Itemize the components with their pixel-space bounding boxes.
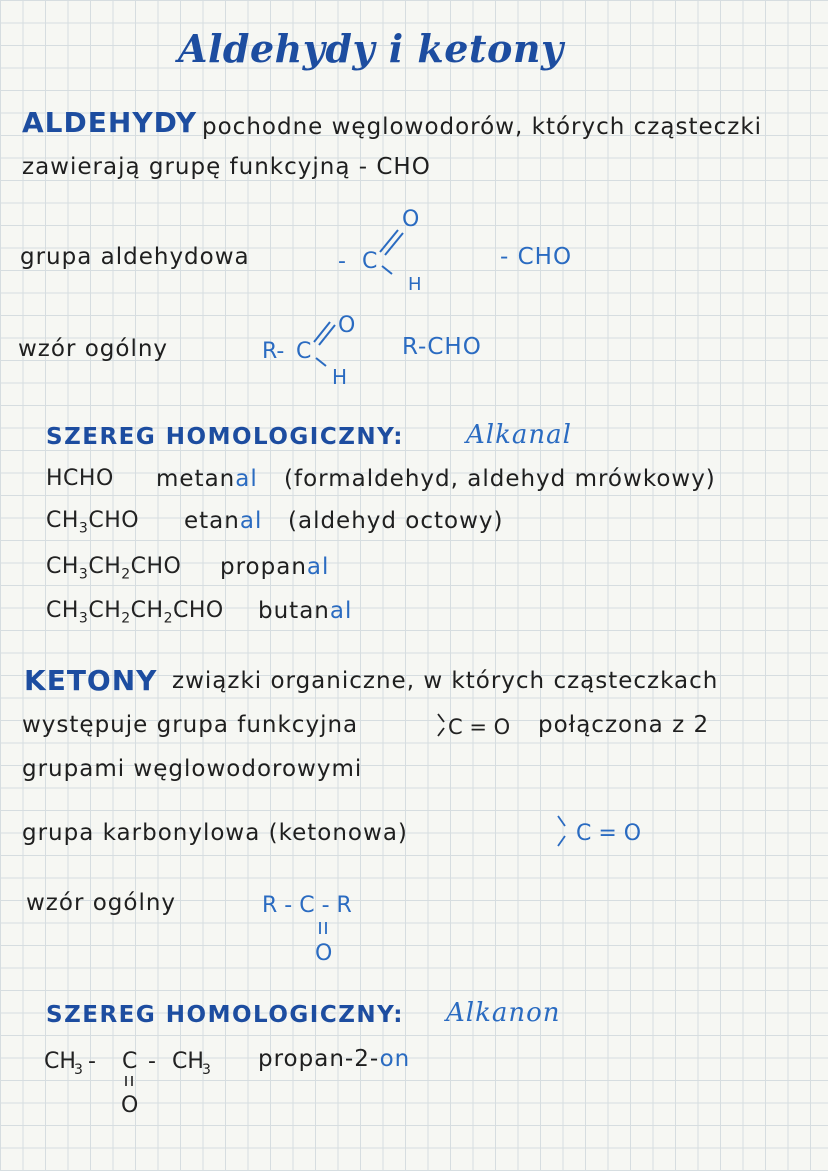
ketony-heading: KETONY bbox=[24, 664, 158, 697]
svg-text:R-: R- bbox=[262, 339, 285, 364]
series-name-alkanal: Alkanal bbox=[466, 420, 572, 450]
ketony-definition-line3: grupami węglowodorowymi bbox=[22, 756, 363, 782]
svg-text:C: C bbox=[296, 339, 312, 364]
formula-propanal: $CH_3CH_2CHO$ bbox=[46, 554, 182, 583]
svg-text:C = O: C = O bbox=[576, 821, 642, 846]
svg-text:O: O bbox=[121, 1093, 139, 1118]
formula-methanal: HCHO bbox=[46, 466, 114, 491]
svg-text:3: 3 bbox=[74, 1062, 83, 1078]
ketony-definition-line1: związki organiczne, w których cząsteczkach bbox=[172, 668, 719, 694]
note-methanal: (formaldehyd, aldehyd mrówkowy) bbox=[284, 466, 716, 492]
homologous-series-heading-aldehydes: SZEREG HOMOLOGICZNY: bbox=[46, 424, 404, 450]
svg-text:C: C bbox=[122, 1049, 138, 1074]
svg-text:CH: CH bbox=[44, 1049, 76, 1074]
ketone-general-structure bbox=[262, 886, 392, 970]
svg-text:CH: CH bbox=[172, 1049, 204, 1074]
svg-text:O: O bbox=[402, 207, 420, 232]
svg-text:O: O bbox=[338, 313, 356, 338]
svg-text:C: C bbox=[362, 249, 378, 274]
aldehyde-general-short: R-CHO bbox=[402, 334, 482, 360]
svg-text:-: - bbox=[338, 249, 346, 274]
aldehyde-general-structure bbox=[262, 300, 382, 390]
svg-text:H: H bbox=[408, 274, 422, 295]
aldehydy-definition-line2: zawierają grupę funkcyjną - CHO bbox=[22, 154, 431, 180]
name-propanone: propan-2-on bbox=[258, 1046, 411, 1072]
series-name-alkanon: Alkanon bbox=[446, 998, 561, 1028]
ketony-definition-line2a: występuje grupa funkcyjna bbox=[22, 712, 359, 738]
svg-text:R - C - R: R - C - R bbox=[262, 893, 352, 918]
name-ethanal: etanal bbox=[184, 508, 263, 534]
aldehyde-group-structure bbox=[330, 200, 450, 295]
name-butanal: butanal bbox=[258, 598, 353, 624]
formula-propanone bbox=[44, 1040, 244, 1120]
aldehyde-general-formula-label: wzór ogólny bbox=[18, 336, 169, 362]
carbonyl-group-label: grupa karbonylowa (ketonowa) bbox=[22, 820, 408, 846]
name-propanal: propanal bbox=[220, 554, 330, 580]
note-ethanal: (aldehyd octowy) bbox=[288, 508, 504, 534]
aldehydy-definition-line1: pochodne węglowodorów, których cząsteczki bbox=[202, 114, 763, 140]
svg-text:3: 3 bbox=[202, 1062, 211, 1078]
page-title: Aldehydy i ketony bbox=[178, 26, 564, 71]
aldehyde-group-short: - CHO bbox=[500, 244, 573, 270]
ketony-definition-line2b: połączona z 2 bbox=[538, 712, 710, 738]
svg-text:H: H bbox=[332, 365, 348, 389]
carbonyl-inline-structure bbox=[432, 706, 522, 746]
svg-text:O: O bbox=[315, 941, 333, 966]
svg-text:-: - bbox=[88, 1049, 96, 1074]
carbonyl-group-structure bbox=[552, 810, 652, 854]
aldehyde-group-label: grupa aldehydowa bbox=[20, 244, 250, 270]
svg-text:C = O: C = O bbox=[448, 715, 511, 739]
aldehydy-heading: ALDEHYDY bbox=[22, 106, 198, 139]
name-methanal: metanal bbox=[156, 466, 258, 492]
homologous-series-heading-ketones: SZEREG HOMOLOGICZNY: bbox=[46, 1002, 404, 1028]
svg-text:-: - bbox=[148, 1049, 156, 1074]
ketone-general-formula-label: wzór ogólny bbox=[26, 890, 177, 916]
formula-butanal: $CH_3CH_2CH_2CHO$ bbox=[46, 598, 224, 627]
formula-ethanal: $CH_3CHO$ bbox=[46, 508, 140, 537]
